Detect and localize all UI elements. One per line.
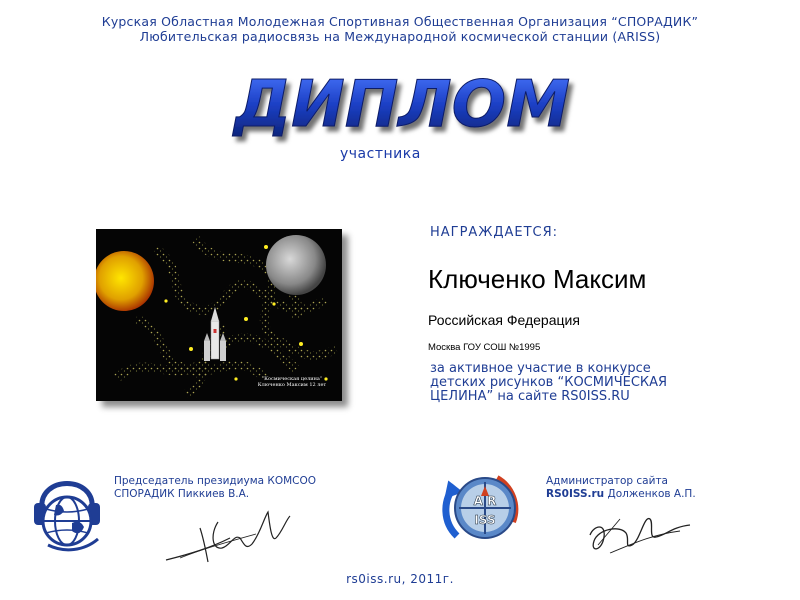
award-reason-line-2: детских рисунков “КОСМИЧЕСКАЯ <box>430 375 668 390</box>
admin-name: Долженков А.П. <box>607 488 696 500</box>
chair-title: Председатель президиума КОМСОО <box>114 475 317 487</box>
diploma-subtitle: участника <box>340 146 421 162</box>
admin-site: RS0ISS.ru <box>546 488 605 500</box>
ariss-logo-text-bottom: ISS <box>474 513 496 527</box>
award-reason-line-1: за активное участие в конкурсе <box>430 361 651 376</box>
ariss-logo-text-top: A R <box>473 494 497 508</box>
diploma-title <box>0 60 800 150</box>
chair-signature <box>160 498 300 568</box>
artwork-caption <box>252 376 332 388</box>
organization-name: Курская Областная Молодежная Спортивная Общественная Организация “СПОРАДИК” <box>101 14 699 29</box>
diploma-title-text: ДИПЛОМ <box>231 68 570 142</box>
admin-name-line <box>546 488 696 501</box>
program-name: Любительская радиосвязь на Международной космической станции (ARISS) <box>139 29 661 44</box>
recipient-school: Москва ГОУ СОШ №1995 <box>428 342 541 353</box>
awarded-label: НАГРАЖДАЕТСЯ: <box>430 225 559 240</box>
chair-name: СПОРАДИК Пиккиев В.А. <box>114 488 250 500</box>
artwork-caption-line-2: Ключенко Максим 12 лет <box>257 382 327 388</box>
artwork-caption-line-1: “Космическая целина” <box>261 376 323 382</box>
admin-signature <box>580 505 700 565</box>
footer-text: rs0iss.ru, 2011г. <box>346 572 454 586</box>
ariss-logo-icon <box>437 466 527 550</box>
admin-title: Администратор сайта <box>546 475 668 487</box>
headphones-globe-logo-icon <box>28 465 106 555</box>
recipient-country: Российская Федерация <box>428 312 580 328</box>
award-reason-line-3: ЦЕЛИНА” на сайте RS0ISS.RU <box>430 389 630 404</box>
recipient-name: Ключенко Максим <box>428 264 647 294</box>
